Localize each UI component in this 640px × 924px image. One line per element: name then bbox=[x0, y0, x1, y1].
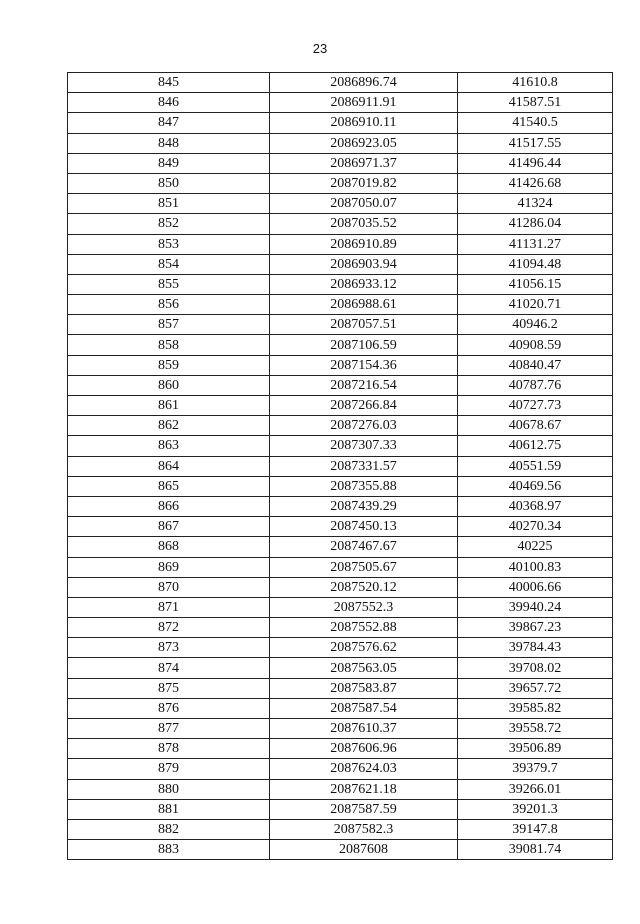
point-number-cell: 848 bbox=[68, 133, 270, 153]
y-coordinate-cell: 40270.34 bbox=[458, 517, 613, 537]
point-number-cell: 849 bbox=[68, 153, 270, 173]
x-coordinate-cell: 2087587.59 bbox=[270, 799, 458, 819]
x-coordinate-cell: 2087552.3 bbox=[270, 597, 458, 617]
table-row bbox=[68, 214, 613, 234]
point-number-cell: 858 bbox=[68, 335, 270, 355]
x-coordinate-cell: 2087050.07 bbox=[270, 194, 458, 214]
table-row bbox=[68, 739, 613, 759]
point-number-cell: 868 bbox=[68, 537, 270, 557]
x-coordinate-cell: 2087505.67 bbox=[270, 557, 458, 577]
point-number-cell: 871 bbox=[68, 597, 270, 617]
x-coordinate-cell: 2087610.37 bbox=[270, 719, 458, 739]
x-coordinate-cell: 2087608 bbox=[270, 840, 458, 860]
y-coordinate-cell: 40551.59 bbox=[458, 456, 613, 476]
x-coordinate-cell: 2087331.57 bbox=[270, 456, 458, 476]
point-number-cell: 855 bbox=[68, 274, 270, 294]
point-number-cell: 873 bbox=[68, 638, 270, 658]
x-coordinate-cell: 2087307.33 bbox=[270, 436, 458, 456]
point-number-cell: 878 bbox=[68, 739, 270, 759]
y-coordinate-cell: 41517.55 bbox=[458, 133, 613, 153]
y-coordinate-cell: 41610.8 bbox=[458, 73, 613, 93]
point-number-cell: 859 bbox=[68, 355, 270, 375]
x-coordinate-cell: 2087035.52 bbox=[270, 214, 458, 234]
point-number-cell: 863 bbox=[68, 436, 270, 456]
table-row bbox=[68, 577, 613, 597]
point-number-cell: 875 bbox=[68, 678, 270, 698]
table-row bbox=[68, 597, 613, 617]
x-coordinate-cell: 2086971.37 bbox=[270, 153, 458, 173]
table-row bbox=[68, 678, 613, 698]
x-coordinate-cell: 2087450.13 bbox=[270, 517, 458, 537]
table-row bbox=[68, 456, 613, 476]
point-number-cell: 876 bbox=[68, 698, 270, 718]
y-coordinate-cell: 41286.04 bbox=[458, 214, 613, 234]
y-coordinate-cell: 40612.75 bbox=[458, 436, 613, 456]
table-row bbox=[68, 355, 613, 375]
point-number-cell: 846 bbox=[68, 93, 270, 113]
x-coordinate-cell: 2087019.82 bbox=[270, 173, 458, 193]
table-row bbox=[68, 819, 613, 839]
table-row bbox=[68, 698, 613, 718]
point-number-cell: 880 bbox=[68, 779, 270, 799]
y-coordinate-cell: 39585.82 bbox=[458, 698, 613, 718]
x-coordinate-cell: 2086988.61 bbox=[270, 295, 458, 315]
x-coordinate-cell: 2087106.59 bbox=[270, 335, 458, 355]
x-coordinate-cell: 2087583.87 bbox=[270, 678, 458, 698]
point-number-cell: 854 bbox=[68, 254, 270, 274]
x-coordinate-cell: 2087582.3 bbox=[270, 819, 458, 839]
y-coordinate-cell: 41426.68 bbox=[458, 173, 613, 193]
table-row bbox=[68, 113, 613, 133]
y-coordinate-cell: 40678.67 bbox=[458, 416, 613, 436]
table-row bbox=[68, 73, 613, 93]
y-coordinate-cell: 39708.02 bbox=[458, 658, 613, 678]
y-coordinate-cell: 41131.27 bbox=[458, 234, 613, 254]
table-row bbox=[68, 396, 613, 416]
y-coordinate-cell: 40787.76 bbox=[458, 375, 613, 395]
y-coordinate-cell: 40727.73 bbox=[458, 396, 613, 416]
x-coordinate-cell: 2086910.89 bbox=[270, 234, 458, 254]
y-coordinate-cell: 41540.5 bbox=[458, 113, 613, 133]
table-row bbox=[68, 779, 613, 799]
y-coordinate-cell: 41094.48 bbox=[458, 254, 613, 274]
table-row bbox=[68, 93, 613, 113]
point-number-cell: 879 bbox=[68, 759, 270, 779]
point-number-cell: 865 bbox=[68, 476, 270, 496]
point-number-cell: 861 bbox=[68, 396, 270, 416]
x-coordinate-cell: 2086923.05 bbox=[270, 133, 458, 153]
table-row bbox=[68, 234, 613, 254]
y-coordinate-cell: 39784.43 bbox=[458, 638, 613, 658]
y-coordinate-cell: 40946.2 bbox=[458, 315, 613, 335]
table-row bbox=[68, 517, 613, 537]
point-number-cell: 856 bbox=[68, 295, 270, 315]
x-coordinate-cell: 2086903.94 bbox=[270, 254, 458, 274]
y-coordinate-cell: 40006.66 bbox=[458, 577, 613, 597]
table-body bbox=[68, 73, 613, 860]
point-number-cell: 883 bbox=[68, 840, 270, 860]
table-row bbox=[68, 658, 613, 678]
y-coordinate-cell: 39201.3 bbox=[458, 799, 613, 819]
point-number-cell: 872 bbox=[68, 618, 270, 638]
x-coordinate-cell: 2087216.54 bbox=[270, 375, 458, 395]
y-coordinate-cell: 39081.74 bbox=[458, 840, 613, 860]
table-row bbox=[68, 153, 613, 173]
y-coordinate-cell: 41056.15 bbox=[458, 274, 613, 294]
y-coordinate-cell: 41496.44 bbox=[458, 153, 613, 173]
x-coordinate-cell: 2087154.36 bbox=[270, 355, 458, 375]
table-row bbox=[68, 133, 613, 153]
point-number-cell: 847 bbox=[68, 113, 270, 133]
point-number-cell: 852 bbox=[68, 214, 270, 234]
y-coordinate-cell: 39558.72 bbox=[458, 719, 613, 739]
x-coordinate-cell: 2087355.88 bbox=[270, 476, 458, 496]
x-coordinate-cell: 2087606.96 bbox=[270, 739, 458, 759]
y-coordinate-cell: 40469.56 bbox=[458, 476, 613, 496]
x-coordinate-cell: 2087467.67 bbox=[270, 537, 458, 557]
coordinate-table bbox=[67, 72, 613, 860]
table-row bbox=[68, 638, 613, 658]
point-number-cell: 877 bbox=[68, 719, 270, 739]
table-row bbox=[68, 799, 613, 819]
y-coordinate-cell: 40908.59 bbox=[458, 335, 613, 355]
point-number-cell: 867 bbox=[68, 517, 270, 537]
x-coordinate-cell: 2086896.74 bbox=[270, 73, 458, 93]
y-coordinate-cell: 39940.24 bbox=[458, 597, 613, 617]
x-coordinate-cell: 2087276.03 bbox=[270, 416, 458, 436]
x-coordinate-cell: 2087520.12 bbox=[270, 577, 458, 597]
x-coordinate-cell: 2087576.62 bbox=[270, 638, 458, 658]
y-coordinate-cell: 40225 bbox=[458, 537, 613, 557]
y-coordinate-cell: 41324 bbox=[458, 194, 613, 214]
x-coordinate-cell: 2086910.11 bbox=[270, 113, 458, 133]
y-coordinate-cell: 40100.83 bbox=[458, 557, 613, 577]
table-row bbox=[68, 840, 613, 860]
table-row bbox=[68, 295, 613, 315]
table-row bbox=[68, 315, 613, 335]
table-row bbox=[68, 476, 613, 496]
y-coordinate-cell: 40368.97 bbox=[458, 496, 613, 516]
x-coordinate-cell: 2087624.03 bbox=[270, 759, 458, 779]
point-number-cell: 882 bbox=[68, 819, 270, 839]
page-number: 23 bbox=[312, 41, 328, 56]
x-coordinate-cell: 2087563.05 bbox=[270, 658, 458, 678]
x-coordinate-cell: 2087621.18 bbox=[270, 779, 458, 799]
y-coordinate-cell: 39147.8 bbox=[458, 819, 613, 839]
y-coordinate-cell: 39506.89 bbox=[458, 739, 613, 759]
table-row bbox=[68, 759, 613, 779]
point-number-cell: 851 bbox=[68, 194, 270, 214]
table-row bbox=[68, 254, 613, 274]
table-row bbox=[68, 335, 613, 355]
table-row bbox=[68, 496, 613, 516]
table-row bbox=[68, 618, 613, 638]
y-coordinate-cell: 41587.51 bbox=[458, 93, 613, 113]
y-coordinate-cell: 41020.71 bbox=[458, 295, 613, 315]
table-row bbox=[68, 274, 613, 294]
y-coordinate-cell: 39266.01 bbox=[458, 779, 613, 799]
x-coordinate-cell: 2086911.91 bbox=[270, 93, 458, 113]
point-number-cell: 869 bbox=[68, 557, 270, 577]
table-row bbox=[68, 719, 613, 739]
table-row bbox=[68, 436, 613, 456]
table-row bbox=[68, 416, 613, 436]
x-coordinate-cell: 2087057.51 bbox=[270, 315, 458, 335]
x-coordinate-cell: 2087266.84 bbox=[270, 396, 458, 416]
x-coordinate-cell: 2087587.54 bbox=[270, 698, 458, 718]
point-number-cell: 874 bbox=[68, 658, 270, 678]
table-row bbox=[68, 375, 613, 395]
point-number-cell: 860 bbox=[68, 375, 270, 395]
table-row bbox=[68, 557, 613, 577]
x-coordinate-cell: 2087439.29 bbox=[270, 496, 458, 516]
table-row bbox=[68, 194, 613, 214]
y-coordinate-cell: 39657.72 bbox=[458, 678, 613, 698]
x-coordinate-cell: 2086933.12 bbox=[270, 274, 458, 294]
y-coordinate-cell: 39379.7 bbox=[458, 759, 613, 779]
point-number-cell: 866 bbox=[68, 496, 270, 516]
point-number-cell: 862 bbox=[68, 416, 270, 436]
point-number-cell: 857 bbox=[68, 315, 270, 335]
point-number-cell: 853 bbox=[68, 234, 270, 254]
point-number-cell: 864 bbox=[68, 456, 270, 476]
table-row bbox=[68, 173, 613, 193]
y-coordinate-cell: 40840.47 bbox=[458, 355, 613, 375]
table-row bbox=[68, 537, 613, 557]
y-coordinate-cell: 39867.23 bbox=[458, 618, 613, 638]
point-number-cell: 845 bbox=[68, 73, 270, 93]
x-coordinate-cell: 2087552.88 bbox=[270, 618, 458, 638]
point-number-cell: 870 bbox=[68, 577, 270, 597]
point-number-cell: 881 bbox=[68, 799, 270, 819]
point-number-cell: 850 bbox=[68, 173, 270, 193]
